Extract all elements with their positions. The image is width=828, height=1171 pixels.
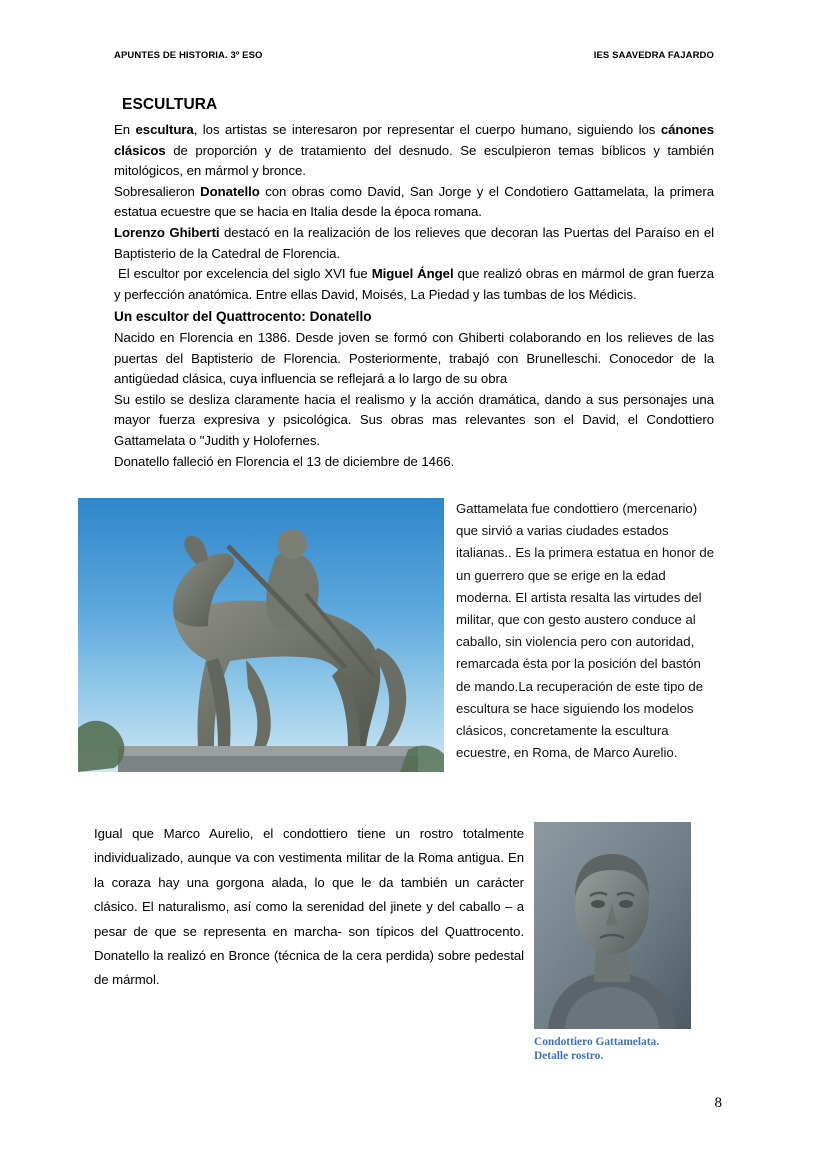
paragraph-detalle: Igual que Marco Aurelio, el condottiero tiene un rostro totalmente individualizado, aunque va con vestimenta militar de la Roma antigua. En la coraza hay una gorgona alada, lo que le da también un carácter clásico. El naturalismo, así como la serenidad del jinete y del caballo – a pesar de que se representa en marcha- son típicos del Quattrocento. Donatello la realizó en Bronce (técnica de la cera perdida) sobre pedestal de mármol. xyxy=(94,826,524,988)
paragraph-estilo: Su estilo se desliza claramente hacia el realismo y la acción dramática, dando a sus personajes una mayor fuerza expresiva y psicológica. Sus obras mas relevantes son el David, el Condottiero Gattamelata o "Judith y Holofernes. xyxy=(114,391,714,448)
page-number: 8 xyxy=(714,1095,722,1111)
figure-head-caption-line1: Condottiero Gattamelata. xyxy=(534,1036,660,1048)
equestrian-statue-image xyxy=(78,498,444,772)
paragraph-escultura: En escultura, los artistas se interesaron por representar el cuerpo humano, siguiendo los cánones clásicos de proporción y de tratamiento del desnudo. Se esculpieron temas bíblicos y también mitológicos, en mármol y bronce. xyxy=(114,122,714,179)
figure-caption-text: Gattamelata fue condottiero (mercenario) que sirvió a varias ciudades estados italianas.. Es la primera estatua en honor de un guerrero que se erige en la edad moderna. El artista resalta las virtudes del militar, que con gesto austero conduce al caballo, sin violencia pero con autoridad, remarcada ésta por la posición del bastón de mando.La recuperación de este tipo de escultura se hace siguiendo los modelos clásicos, concretamente la escultura ecuestre, en Roma, de Marco Aurelio. xyxy=(456,501,715,761)
page-header xyxy=(114,50,714,61)
paragraph-ghiberti: Lorenzo Ghiberti destacó en la realización de los relieves que decoran las Puertas del Paraíso en el Baptisterio de la Catedral de Florencia. xyxy=(114,224,714,261)
paragraph-biografia: Nacido en Florencia en 1386. Desde joven se formó con Ghiberti colaborando en los relieves de las puertas del Baptisterio de Florencia. Posteriormente, trabajó con Brunelleschi. Conocedor de la antigüedad clásica, cuya influencia se reflejará a lo largo de su obra xyxy=(114,329,714,387)
figure-head-detail xyxy=(534,822,691,1063)
paragraph-miguel-angel: El escultor por excelencia del siglo XVI fue Miguel Ángel que realizó obras en mármol de gran fuerza y perfección anatómica. Entre ellas David, Moisés, La Piedad y las tumbas de los Médicis. xyxy=(114,266,714,302)
head-detail-image xyxy=(534,822,691,1029)
detail-block xyxy=(94,822,718,1063)
header-right-text: IES SAAVEDRA FAJARDO xyxy=(593,50,714,61)
paragraph-donatello-intro: Sobresalieron Donatello con obras como David, San Jorge y el Condotiero Gattamelata, la primera estatua ecuestre que se hacia en Italia desde la época romana. xyxy=(114,183,714,220)
subsection-title: Un escultor del Quattrocento: Donatello xyxy=(114,309,372,325)
main-content xyxy=(114,96,714,514)
header-left-text: APUNTES DE HISTORIA. 3º ESO xyxy=(114,50,263,61)
figure-head-caption xyxy=(534,1035,691,1063)
figure-gattamelata-block xyxy=(78,498,718,772)
figure-head-caption-line2: Detalle rostro. xyxy=(534,1050,604,1062)
paragraph-fallecimiento: Donatello falleció en Florencia el 13 de diciembre de 1466. xyxy=(114,453,455,469)
page-title: ESCULTURA xyxy=(122,96,218,113)
